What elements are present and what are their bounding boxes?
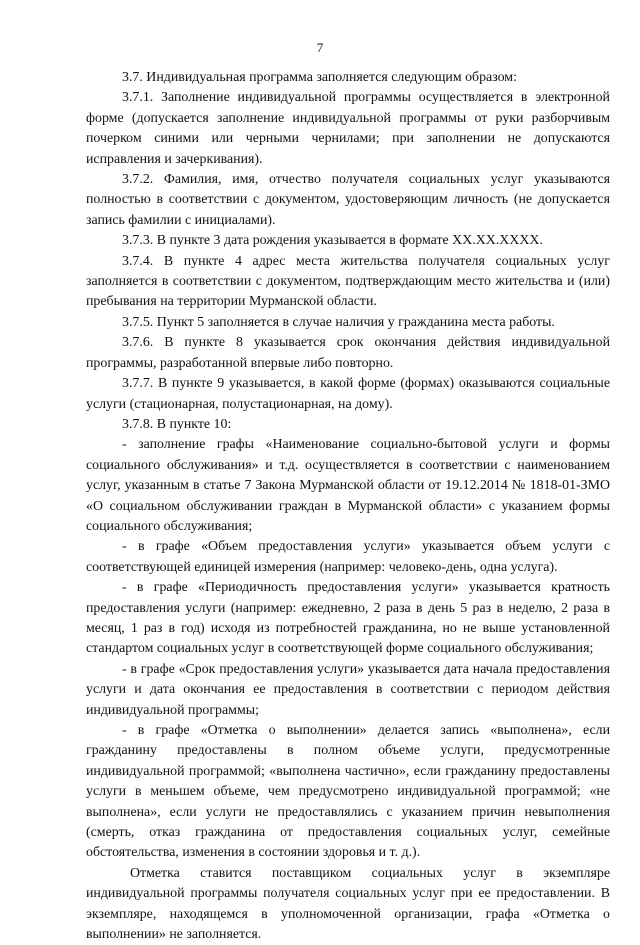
paragraph-3-7-2: 3.7.2. Фамилия, имя, отчество получателя социальных услуг указываются полностью в соответствии с документом, удостоверяющим личность (не допускается запись фамилии с инициалами). <box>86 172 610 228</box>
paragraph-3-7-3: 3.7.3. В пункте 3 дата рождения указывается в формате XX.XX.XXXX. <box>122 233 543 249</box>
paragraph-3-7-6: 3.7.6. В пункте 8 указывается срок окончания действия индивидуальной программы, разработанной впервые либо повторно. <box>86 335 610 371</box>
list-item-service-name: - заполнение графы «Наименование социально-бытовой услуги и формы социального обслуживания» и т.д. осуществляется в соответствии с наименованием услуг, указанным в статье 7 Закона Мурманской области от 19.12.2014 № 1818-01-ЗМО «О социальном обслуживании граждан в Мурманской области» с указанием формы социального обслуживания; <box>86 437 610 534</box>
page-number: 7 <box>316 40 324 55</box>
paragraph-3-7-4: 3.7.4. В пункте 4 адрес места жительства получателя социальных услуг заполняется в соответствии с документом, подтверждающим место жительства и (или) пребывания на территории Мурманской области. <box>86 253 610 310</box>
paragraph-3-7: 3.7. Индивидуальная программа заполняется следующим образом: <box>122 70 517 85</box>
list-item-completion-mark: - в графе «Отметка о выполнении» делается запись «выполнена», если гражданину предоставлены в полном объеме услуги, предусмотренные индивидуальной программой; «выполнена частично», если гражданину предоставлены услуги в меньшем объеме, чем предусмотрено индивидуальной программой; «не выполнена», если услуги не предоставлялись с указанием причин невыполнения (смерть, отказ гражданина от предоставления социальных услуг, семейные обстоятельства, изменения в состоянии здоровья и т. д.). <box>86 723 610 861</box>
list-item-service-volume: - в графе «Объем предоставления услуги» указывается объем услуги с соответствующей единицей измерения (например: человеко-день, одна услуга). <box>86 539 610 575</box>
closing-paragraph: Отметка ставится поставщиком социальных услуг в экземпляре индивидуальной программы получателя социальных услуг при ее предоставлении. В экземпляре, находящемся в уполномоченной организации, графа «Отметка о выполнении» не заполняется. <box>86 865 610 943</box>
list-item-service-term: - в графе «Срок предоставления услуги» указывается дата начала предоставления услуги и дата окончания ее предоставления в соответствии с периодом действия индивидуальной программы; <box>86 661 610 718</box>
document-body <box>86 68 610 945</box>
paragraph-3-7-8: 3.7.8. В пункте 10: <box>122 416 232 432</box>
paragraph-3-7-7: 3.7.7. В пункте 9 указывается, в какой форме (формах) оказываются социальные услуги (стационарная, полустационарная, на дому). <box>86 376 610 412</box>
list-item-service-frequency: - в графе «Периодичность предоставления услуги» указывается кратность предоставления услуги (например: ежедневно, 2 раза в день 5 раз в неделю, 2 раза в месяц, 1 раз в год) исходя из потребностей гражданина, но не выше установленной стандартом социальных услуг в соответствующей форме социального обслуживания; <box>86 580 610 657</box>
paragraph-3-7-1: 3.7.1. Заполнение индивидуальной программы осуществляется в электронной форме (допускается заполнение индивидуальной программы от руки разборчивым почерком синими или черными чернилами; при заполнении не допускаются исправления и зачеркивания). <box>86 90 610 167</box>
paragraph-3-7-5: 3.7.5. Пункт 5 заполняется в случае наличия у гражданина места работы. <box>122 314 555 330</box>
